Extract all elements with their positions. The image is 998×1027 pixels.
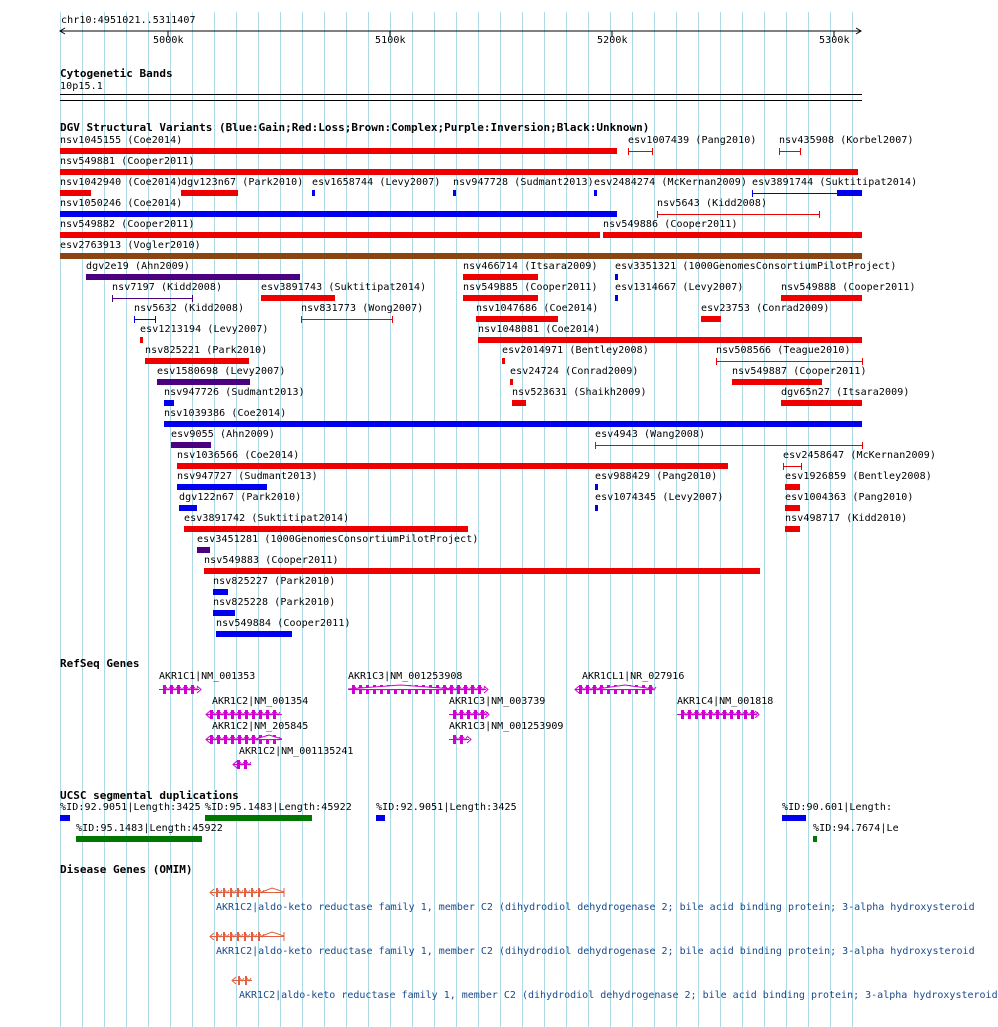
dgv-variant-bar[interactable] [204, 568, 760, 574]
dgv-variant-label[interactable]: nsv549883 (Cooper2011) [204, 555, 339, 566]
dgv-variant-bar[interactable] [783, 462, 803, 471]
dgv-variant-bar[interactable] [478, 337, 862, 343]
segdup-label[interactable]: %ID:95.1483|Length:45922 [205, 802, 352, 813]
dgv-variant-bar[interactable] [261, 295, 335, 301]
segdup-bar[interactable] [813, 836, 817, 842]
segdup-bar[interactable] [76, 836, 202, 842]
refseq-gene-label[interactable]: AKR1CL1|NR_027916 [582, 671, 685, 682]
dgv-variant-bar[interactable] [785, 484, 800, 490]
dgv-variant-bar[interactable] [463, 274, 538, 280]
dgv-variant-bar[interactable] [781, 295, 862, 301]
dgv-variant-label[interactable]: esv1213194 (Levy2007) [140, 324, 269, 335]
cytoband-label: 10p15.1 [60, 81, 103, 92]
dgv-variant-bar[interactable] [60, 232, 600, 238]
dgv-variant-label[interactable]: esv9055 (Ahn2009) [171, 429, 276, 440]
dgv-variant-label[interactable]: nsv1047686 (Coe2014) [476, 303, 599, 314]
refseq-gene-model[interactable] [449, 709, 491, 721]
dgv-variant-label[interactable]: esv1007439 (Pang2010) [628, 135, 757, 146]
dgv-variant-bar[interactable] [157, 379, 250, 385]
dgv-variant-label[interactable]: nsv947727 (Sudmant2013) [177, 471, 318, 482]
dgv-variant-label[interactable]: dgv122n67 (Park2010) [179, 492, 302, 503]
dgv-variant-bar[interactable] [595, 484, 598, 490]
dgv-variant-label[interactable]: esv3891744 (Suktitipat2014) [752, 177, 918, 188]
dgv-variant-bar[interactable] [476, 316, 558, 322]
dgv-variant-label[interactable]: nsv549888 (Cooper2011) [781, 282, 916, 293]
dgv-variant-label[interactable]: nsv825228 (Park2010) [213, 597, 336, 608]
dgv-variant-bar[interactable] [60, 190, 91, 196]
refseq-gene-model[interactable] [575, 684, 657, 696]
segdup-label[interactable]: %ID:92.9051|Length:3425 [376, 802, 517, 813]
dgv-variant-label[interactable]: nsv549884 (Cooper2011) [216, 618, 351, 629]
dgv-variant-label[interactable]: nsv7197 (Kidd2008) [112, 282, 223, 293]
omim-gene-model[interactable] [210, 887, 288, 899]
refseq-gene-model[interactable] [233, 759, 255, 771]
dgv-variant-label[interactable]: nsv498717 (Kidd2010) [785, 513, 908, 524]
dgv-variant-label[interactable]: nsv825227 (Park2010) [213, 576, 336, 587]
dgv-variant-bar[interactable] [512, 400, 526, 406]
dgv-variant-label[interactable]: esv1580698 (Levy2007) [157, 366, 286, 377]
dgv-variant-bar[interactable] [502, 358, 505, 364]
dgv-variant-label[interactable]: nsv435908 (Korbel2007) [779, 135, 914, 146]
dgv-variant-label[interactable]: esv1314667 (Levy2007) [615, 282, 744, 293]
refseq-gene-model[interactable] [206, 734, 286, 746]
refseq-gene-label[interactable]: AKR1C3|NM_001253909 [449, 721, 564, 732]
dgv-variant-bar[interactable] [60, 211, 617, 217]
dgv-variant-label[interactable]: nsv508566 (Teague2010) [716, 345, 851, 356]
refseq-gene-label[interactable]: AKR1C2|NM_001135241 [239, 746, 354, 757]
dgv-variant-bar[interactable] [60, 169, 858, 175]
dgv-variant-label[interactable]: nsv466714 (Itsara2009) [463, 261, 598, 272]
dgv-variant-bar[interactable] [701, 316, 721, 322]
dgv-variant-bar[interactable] [197, 547, 210, 553]
dgv-variant-bar[interactable] [463, 295, 538, 301]
dgv-variant-bar[interactable] [716, 357, 864, 366]
dgv-variant-label[interactable]: nsv947728 (Sudmant2013) [453, 177, 594, 188]
refseq-gene-label[interactable]: AKR1C2|NM_001354 [212, 696, 309, 707]
omim-gene-label[interactable]: AKR1C2|aldo-keto reductase family 1, member C2 (dihydrodiol dehydrogenase 2; bile acid binding protein; 3-alpha hydroxysteroid [239, 990, 998, 1001]
dgv-variant-bar[interactable] [145, 358, 249, 364]
dgv-variant-bar[interactable] [112, 294, 194, 303]
dgv-variant-bar[interactable] [60, 253, 862, 259]
region-label: chr10:4951021..5311407 [61, 15, 196, 26]
dgv-variant-label[interactable]: nsv1039386 (Coe2014) [164, 408, 287, 419]
dgv-variant-label[interactable]: nsv947726 (Sudmant2013) [164, 387, 305, 398]
dgv-variant-bar[interactable] [732, 379, 822, 385]
segdup-bar[interactable] [376, 815, 385, 821]
dgv-variant-label[interactable]: esv1074345 (Levy2007) [595, 492, 724, 503]
dgv-variant-bar[interactable] [785, 526, 800, 532]
dgv-variant-label[interactable]: dgv123n67 (Park2010) [181, 177, 304, 188]
cytoband-line-bottom [60, 100, 862, 101]
omim-gene-model[interactable] [210, 931, 288, 943]
dgv-variant-bar[interactable] [164, 421, 862, 427]
refseq-gene-model[interactable] [677, 709, 761, 721]
segdup-bar[interactable] [60, 815, 70, 821]
dgv-variant-label[interactable]: nsv1048081 (Coe2014) [478, 324, 601, 335]
cytoband-line-top [60, 94, 862, 95]
dgv-variant-label[interactable]: nsv5632 (Kidd2008) [134, 303, 245, 314]
dgv-variant-label[interactable]: esv1004363 (Pang2010) [785, 492, 914, 503]
refseq-gene-model[interactable] [159, 684, 203, 696]
dgv-variant-bar[interactable] [177, 463, 728, 469]
dgv-variant-label[interactable]: esv2484274 (McKernan2009) [594, 177, 748, 188]
dgv-variant-bar[interactable] [140, 337, 143, 343]
dgv-variant-bar[interactable] [184, 526, 468, 532]
segdup-label[interactable]: %ID:90.601|Length: [782, 802, 893, 813]
dgv-variant-bar[interactable] [781, 400, 862, 406]
dgv-variant-bar[interactable] [86, 274, 300, 280]
dgv-variant-label[interactable]: dgv2e19 (Ahn2009) [86, 261, 191, 272]
segdup-label[interactable]: %ID:95.1483|Length:45922 [76, 823, 223, 834]
dgv-variant-label[interactable]: nsv825221 (Park2010) [145, 345, 268, 356]
dgv-variant-bar[interactable] [164, 400, 174, 406]
ruler-tick-label: 5100k [375, 35, 406, 46]
segdup-label[interactable]: %ID:92.9051|Length:3425 [60, 802, 201, 813]
dgv-variant-bar[interactable] [134, 315, 157, 324]
refseq-gene-model[interactable] [206, 709, 286, 721]
ruler-tick-label: 5200k [597, 35, 628, 46]
dgv-variant-label[interactable]: nsv549881 (Cooper2011) [60, 156, 195, 167]
dgv-variant-label[interactable]: dgv65n27 (Itsara2009) [781, 387, 910, 398]
dgv-variant-label[interactable]: esv2763913 (Vogler2010) [60, 240, 201, 251]
ruler-tick-label: 5300k [819, 35, 850, 46]
dgv-variant-label[interactable]: nsv1050246 (Coe2014) [60, 198, 183, 209]
dgv-variant-bar[interactable] [181, 190, 238, 196]
dgv-variant-label[interactable]: nsv549887 (Cooper2011) [732, 366, 867, 377]
dgv-variant-label[interactable]: nsv1045155 (Coe2014) [60, 135, 183, 146]
dgv-variant-label[interactable]: esv3351321 (1000GenomesConsortiumPilotProject) [615, 261, 897, 272]
refseq-gene-label[interactable]: AKR1C2|NM_205845 [212, 721, 309, 732]
dgv-variant-label[interactable]: esv1926859 (Bentley2008) [785, 471, 932, 482]
segdup-bar[interactable] [782, 815, 806, 821]
dgv-variant-label[interactable]: esv3891743 (Suktitipat2014) [261, 282, 427, 293]
track-title-segdup[interactable]: UCSC segmental duplications [60, 789, 239, 802]
refseq-gene-label[interactable]: AKR1C4|NM_001818 [677, 696, 774, 707]
dgv-variant-bar[interactable] [510, 379, 513, 385]
dgv-variant-label[interactable]: esv3451281 (1000GenomesConsortiumPilotProject) [197, 534, 479, 545]
omim-gene-label[interactable]: AKR1C2|aldo-keto reductase family 1, member C2 (dihydrodiol dehydrogenase 2; bile acid binding protein; 3-alpha hydroxysteroid [216, 902, 975, 913]
dgv-variant-label[interactable]: esv3891742 (Suktitipat2014) [184, 513, 350, 524]
dgv-variant-bar[interactable] [595, 441, 864, 450]
dgv-variant-label[interactable]: nsv549882 (Cooper2011) [60, 219, 195, 230]
refseq-gene-label[interactable]: AKR1C3|NM_001253908 [348, 671, 463, 682]
dgv-variant-bar[interactable] [752, 189, 864, 198]
ruler-tick-label: 5000k [153, 35, 184, 46]
dgv-variant-bar[interactable] [594, 190, 597, 196]
dgv-variant-label[interactable]: nsv1042940 (Coe2014) [60, 177, 183, 188]
refseq-gene-label[interactable]: AKR1C3|NM_003739 [449, 696, 546, 707]
dgv-variant-bar[interactable] [213, 589, 228, 595]
dgv-variant-label[interactable]: esv2458647 (McKernan2009) [783, 450, 937, 461]
refseq-gene-model[interactable] [348, 684, 490, 696]
dgv-variant-label[interactable]: esv1658744 (Levy2007) [312, 177, 441, 188]
segdup-label[interactable]: %ID:94.7674|Le [813, 823, 899, 834]
omim-gene-label[interactable]: AKR1C2|aldo-keto reductase family 1, member C2 (dihydrodiol dehydrogenase 2; bile acid binding protein; 3-alpha hydroxysteroid [216, 946, 975, 957]
omim-gene-model[interactable] [232, 975, 256, 987]
dgv-variant-bar[interactable] [785, 505, 800, 511]
dgv-variant-bar[interactable] [213, 610, 235, 616]
dgv-variant-bar[interactable] [179, 505, 197, 511]
dgv-variant-bar[interactable] [312, 190, 315, 196]
track-title-dgv[interactable]: DGV Structural Variants (Blue:Gain;Red:Loss;Brown:Complex;Purple:Inversion;Black:Unknown) [60, 121, 650, 134]
dgv-variant-bar[interactable] [216, 631, 292, 637]
dgv-variant-bar[interactable] [779, 147, 802, 156]
dgv-variant-label[interactable]: esv4943 (Wang2008) [595, 429, 706, 440]
track-title-omim[interactable]: Disease Genes (OMIM) [60, 863, 193, 876]
dgv-variant-label[interactable]: nsv1036566 (Coe2014) [177, 450, 300, 461]
track-title-cytobands[interactable]: Cytogenetic Bands [60, 67, 173, 80]
dgv-variant-label[interactable]: esv24724 (Conrad2009) [510, 366, 639, 377]
dgv-variant-label[interactable]: esv23753 (Conrad2009) [701, 303, 830, 314]
dgv-variant-label[interactable]: nsv523631 (Shaikh2009) [512, 387, 647, 398]
dgv-variant-label[interactable]: esv2014971 (Bentley2008) [502, 345, 649, 356]
dgv-variant-bar[interactable] [615, 295, 618, 301]
dgv-variant-bar[interactable] [595, 505, 598, 511]
dgv-variant-label[interactable]: nsv549886 (Cooper2011) [603, 219, 738, 230]
dgv-variant-label[interactable]: esv988429 (Pang2010) [595, 471, 718, 482]
dgv-variant-bar[interactable] [657, 210, 821, 219]
dgv-variant-bar[interactable] [628, 147, 654, 156]
dgv-variant-bar[interactable] [453, 190, 456, 196]
refseq-gene-model[interactable] [449, 734, 473, 746]
dgv-variant-bar[interactable] [301, 315, 394, 324]
dgv-variant-bar[interactable] [60, 148, 617, 154]
dgv-variant-bar[interactable] [615, 274, 618, 280]
dgv-variant-bar[interactable] [177, 484, 267, 490]
refseq-gene-label[interactable]: AKR1C1|NM_001353 [159, 671, 256, 682]
segdup-bar[interactable] [205, 815, 312, 821]
dgv-variant-bar[interactable] [171, 442, 211, 448]
dgv-variant-label[interactable]: nsv831773 (Wong2007) [301, 303, 424, 314]
dgv-variant-bar[interactable] [603, 232, 862, 238]
dgv-variant-label[interactable]: nsv549885 (Cooper2011) [463, 282, 598, 293]
dgv-variant-label[interactable]: nsv5643 (Kidd2008) [657, 198, 768, 209]
track-title-refseq[interactable]: RefSeq Genes [60, 657, 140, 670]
